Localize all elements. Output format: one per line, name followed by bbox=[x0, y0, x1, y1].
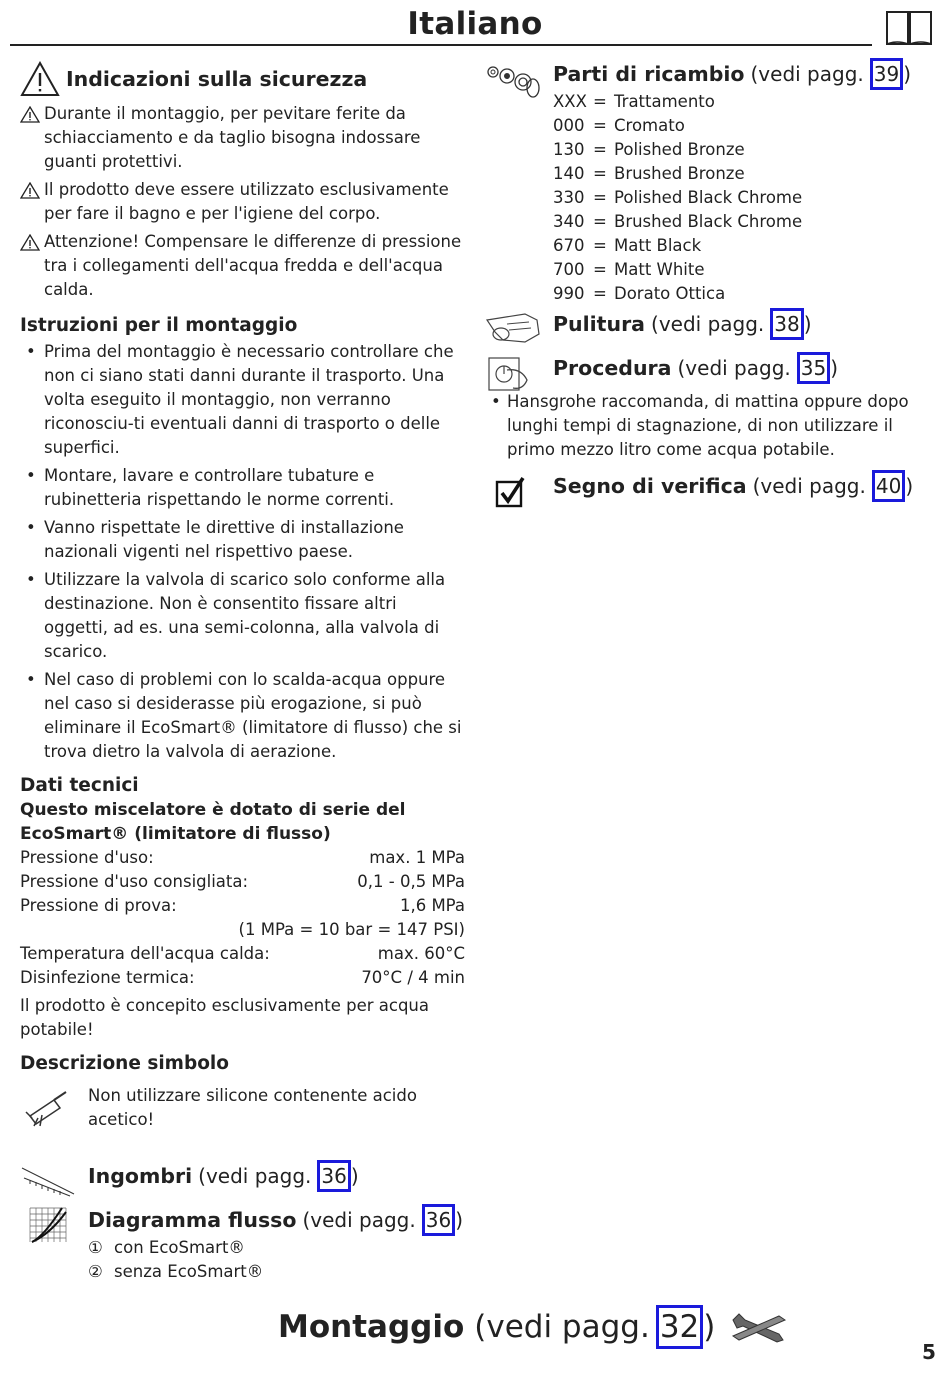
symbol-title: Descrizione simbolo bbox=[20, 1053, 229, 1074]
wrench-icon bbox=[729, 1310, 787, 1344]
flow-diagram-icon bbox=[28, 1206, 68, 1244]
diagramma-row bbox=[20, 1204, 465, 1284]
pulitura-heading: Pulitura (vedi pagg. 38 ) bbox=[553, 308, 812, 340]
ingombri-row bbox=[20, 1160, 465, 1202]
safety-header bbox=[20, 60, 465, 98]
installation-item: • Prima del montaggio è necessario controllare che non ci siano stati danni durante il trasporto. Una volta eseguito il montaggio, non verranno riconosciu-ti eventuali danni di trasporto o delle superfici. bbox=[20, 340, 465, 460]
installation-title: Istruzioni per il montaggio bbox=[20, 315, 298, 336]
diagramma-item: ② senza EcoSmart® bbox=[88, 1262, 264, 1281]
tech-row: Pressione d'uso consigliata: 0,1 - 0,5 MPa bbox=[20, 872, 465, 891]
diagramma-heading: Diagramma flusso (vedi pagg. 36 ) bbox=[88, 1204, 463, 1236]
safety-item: Attenzione! Compensare le differenze di pressione tra i collegamenti dell'acqua fredda e dell'acqua calda. bbox=[20, 230, 465, 302]
installation-item: • Vanno rispettate le direttive di installazione nazionali vigenti nel rispettivo paese. bbox=[20, 516, 465, 564]
verifica-heading: Segno di verifica (vedi pagg. 40 ) bbox=[553, 470, 913, 502]
safety-item: Durante il montaggio, per pevitare ferite da schiacciamento e da taglio bisogna indossare guanti protettivi. bbox=[20, 102, 465, 174]
installation-item: • Nel caso di problemi con lo scalda-acqua oppure nel caso si desiderasse più erogazione, si può eliminare il EcoSmart® (limitatore di flusso) che si trova dietro la valvola di aerazione. bbox=[20, 668, 465, 764]
list-item: 140 = Brushed Bronze bbox=[553, 164, 745, 183]
spare-heading: Parti di ricambio (vedi pagg. 39 ) bbox=[553, 58, 911, 90]
verifica-page-link[interactable]: 40 bbox=[872, 470, 905, 502]
spare-parts-icon bbox=[485, 62, 543, 102]
symbol-text: Non utilizzare silicone contenente acido acetico! bbox=[88, 1086, 417, 1129]
installation-item: • Montare, lavare e controllare tubature e rubinetteria rispettando le norme correnti. bbox=[20, 464, 465, 512]
warning-icon bbox=[20, 234, 40, 251]
pulitura-row bbox=[485, 308, 935, 352]
tech-row: Temperatura dell'acqua calda: max. 60°C bbox=[20, 944, 465, 963]
safety-item: Il prodotto deve essere utilizzato esclusivamente per fare il bagno e per l'igiene del corpo. bbox=[20, 178, 465, 226]
procedura-heading: Procedura (vedi pagg. 35 ) bbox=[553, 352, 838, 384]
verifica-row bbox=[485, 470, 935, 514]
list-item: 670 = Matt Black bbox=[553, 236, 702, 255]
spare-list bbox=[553, 90, 802, 306]
list-item: 330 = Polished Black Chrome bbox=[553, 188, 803, 207]
cleaning-icon bbox=[485, 310, 543, 346]
list-item: 340 = Brushed Black Chrome bbox=[553, 212, 803, 231]
list-item: 700 = Matt White bbox=[553, 260, 705, 279]
tech-note: Il prodotto è concepito esclusivamente per acqua potabile! bbox=[20, 996, 429, 1039]
tech-row: (1 MPa = 10 bar = 147 PSI) bbox=[238, 920, 465, 939]
footer-page-link[interactable]: 32 bbox=[656, 1305, 703, 1349]
tech-row: Pressione di prova: 1,6 MPa bbox=[20, 896, 465, 915]
checkmark-icon bbox=[495, 476, 527, 508]
warning-icon bbox=[20, 61, 60, 97]
silicone-gun-icon bbox=[24, 1088, 70, 1128]
installation-item: • Utilizzare la valvola di scarico solo conforme alla destinazione. Non è consentito fissare altri oggetti, ad es. una semi-colonna, alla valvola di scarico. bbox=[20, 568, 465, 664]
ingombri-page-link[interactable]: 36 bbox=[317, 1160, 350, 1192]
procedura-note: • Hansgrohe raccomanda, di mattina oppure dopo lunghi tempi di stagnazione, di non utilizzare il primo mezzo litro come acqua potabile. bbox=[485, 390, 935, 462]
list-item: 130 = Polished Bronze bbox=[553, 140, 745, 159]
procedure-icon bbox=[487, 354, 533, 394]
page-title: Italiano bbox=[407, 6, 543, 42]
list-item: XXX = Trattamento bbox=[553, 92, 715, 111]
safety-title: Indicazioni sulla sicurezza bbox=[66, 67, 368, 91]
list-item: 990 = Dorato Ottica bbox=[553, 284, 726, 303]
page-number: 5 bbox=[922, 1340, 936, 1364]
book-icon bbox=[885, 9, 933, 47]
tech-title: Dati tecnici bbox=[20, 775, 139, 796]
left-column bbox=[20, 60, 465, 1284]
tech-row: Pressione d'uso: max. 1 MPa bbox=[20, 848, 465, 867]
pulitura-page-link[interactable]: 38 bbox=[770, 308, 803, 340]
diagramma-item: ① con EcoSmart® bbox=[88, 1238, 245, 1257]
dimensions-icon bbox=[20, 1164, 76, 1198]
right-column bbox=[485, 58, 935, 514]
tech-row: Disinfezione termica: 70°C / 4 min bbox=[20, 968, 465, 987]
spare-section bbox=[485, 58, 935, 304]
spare-page-link[interactable]: 39 bbox=[870, 58, 903, 90]
footer-heading: Montaggio (vedi pagg. 32 ) bbox=[278, 1305, 787, 1349]
procedura-page-link[interactable]: 35 bbox=[797, 352, 830, 384]
header-rule bbox=[10, 44, 872, 46]
warning-icon bbox=[20, 182, 40, 199]
warning-icon bbox=[20, 106, 40, 123]
list-item: 000 = Cromato bbox=[553, 116, 685, 135]
ingombri-heading: Ingombri (vedi pagg. 36 ) bbox=[88, 1160, 359, 1192]
tech-table bbox=[20, 846, 465, 990]
diagramma-page-link[interactable]: 36 bbox=[422, 1204, 455, 1236]
symbol-row bbox=[20, 1084, 465, 1146]
tech-subtitle: Questo miscelatore è dotato di serie del EcoSmart® (limitatore di flusso) bbox=[20, 800, 406, 844]
